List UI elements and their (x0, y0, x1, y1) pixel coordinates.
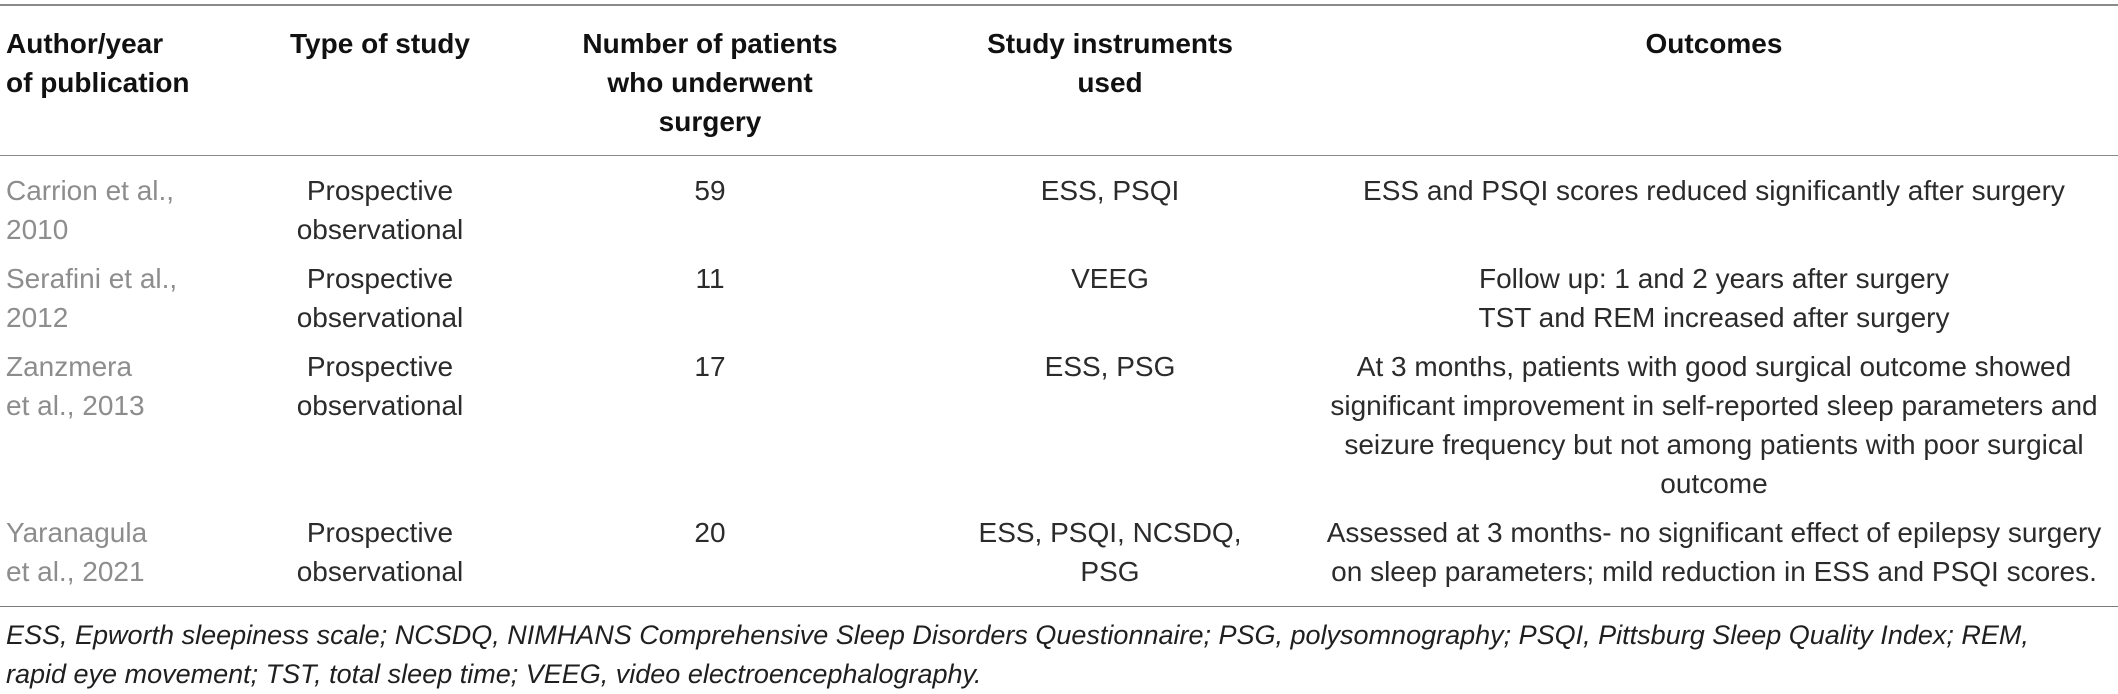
cell-outcomes: ESS and PSQI scores reduced significantly after surgery (1363, 175, 2065, 206)
cell-author: Yaranagula et al., 2021 (6, 517, 148, 587)
table-row (0, 337, 2118, 503)
cell-type: Prospective observational (296, 351, 464, 421)
header-row (0, 10, 2118, 155)
cell-instruments: ESS, PSG (1044, 351, 1176, 382)
cell-instruments: VEEG (1071, 263, 1149, 294)
cell-patients: 59 (694, 175, 726, 206)
header-author-year: Author/year of publication (6, 28, 190, 98)
table-row (0, 503, 2118, 591)
cell-patients: 17 (694, 351, 726, 382)
studies-table (0, 10, 2118, 591)
top-rule (0, 4, 2118, 6)
table-row (0, 155, 2118, 249)
header-outcomes: Outcomes (1645, 28, 1783, 59)
cell-patients: 11 (695, 263, 725, 294)
cell-instruments: ESS, PSQI (1040, 175, 1180, 206)
cell-outcomes: Follow up: 1 and 2 years after surgery TST and REM increased after surgery (1478, 263, 1950, 333)
header-patients: Number of patients who underwent surgery (582, 28, 838, 137)
table-footnote: ESS, Epworth sleepiness scale; NCSDQ, NIMHANS Comprehensive Sleep Disorders Questionnaire; PSG, polysomnography; PSQI, Pittsburg Sleep Quality Index; REM, rapid eye movement; TST, total sleep time; VEEG, video electroencephalography. (6, 620, 2029, 689)
cell-author: Serafini et al., 2012 (6, 263, 178, 333)
cell-type: Prospective observational (296, 175, 464, 245)
cell-patients: 20 (694, 517, 726, 548)
header-instruments: Study instruments used (987, 28, 1233, 98)
cell-type: Prospective observational (296, 263, 464, 333)
cell-author: Carrion et al., 2010 (6, 175, 175, 245)
header-study-type: Type of study (290, 28, 470, 59)
cell-outcomes: Assessed at 3 months- no significant effect of epilepsy surgery on sleep parameters; mild reduction in ESS and PSQI scores. (1326, 517, 2102, 587)
cell-type: Prospective observational (296, 517, 464, 587)
table-row (0, 249, 2118, 337)
cell-author: Zanzmera et al., 2013 (6, 351, 145, 421)
cell-instruments: ESS, PSQI, NCSDQ, PSG (978, 517, 1242, 587)
bottom-rule (0, 606, 2118, 607)
cell-outcomes: At 3 months, patients with good surgical outcome showed significant improvement in self-reported sleep parameters and seizure frequency but not among patients with poor surgical outcome (1330, 351, 2098, 499)
